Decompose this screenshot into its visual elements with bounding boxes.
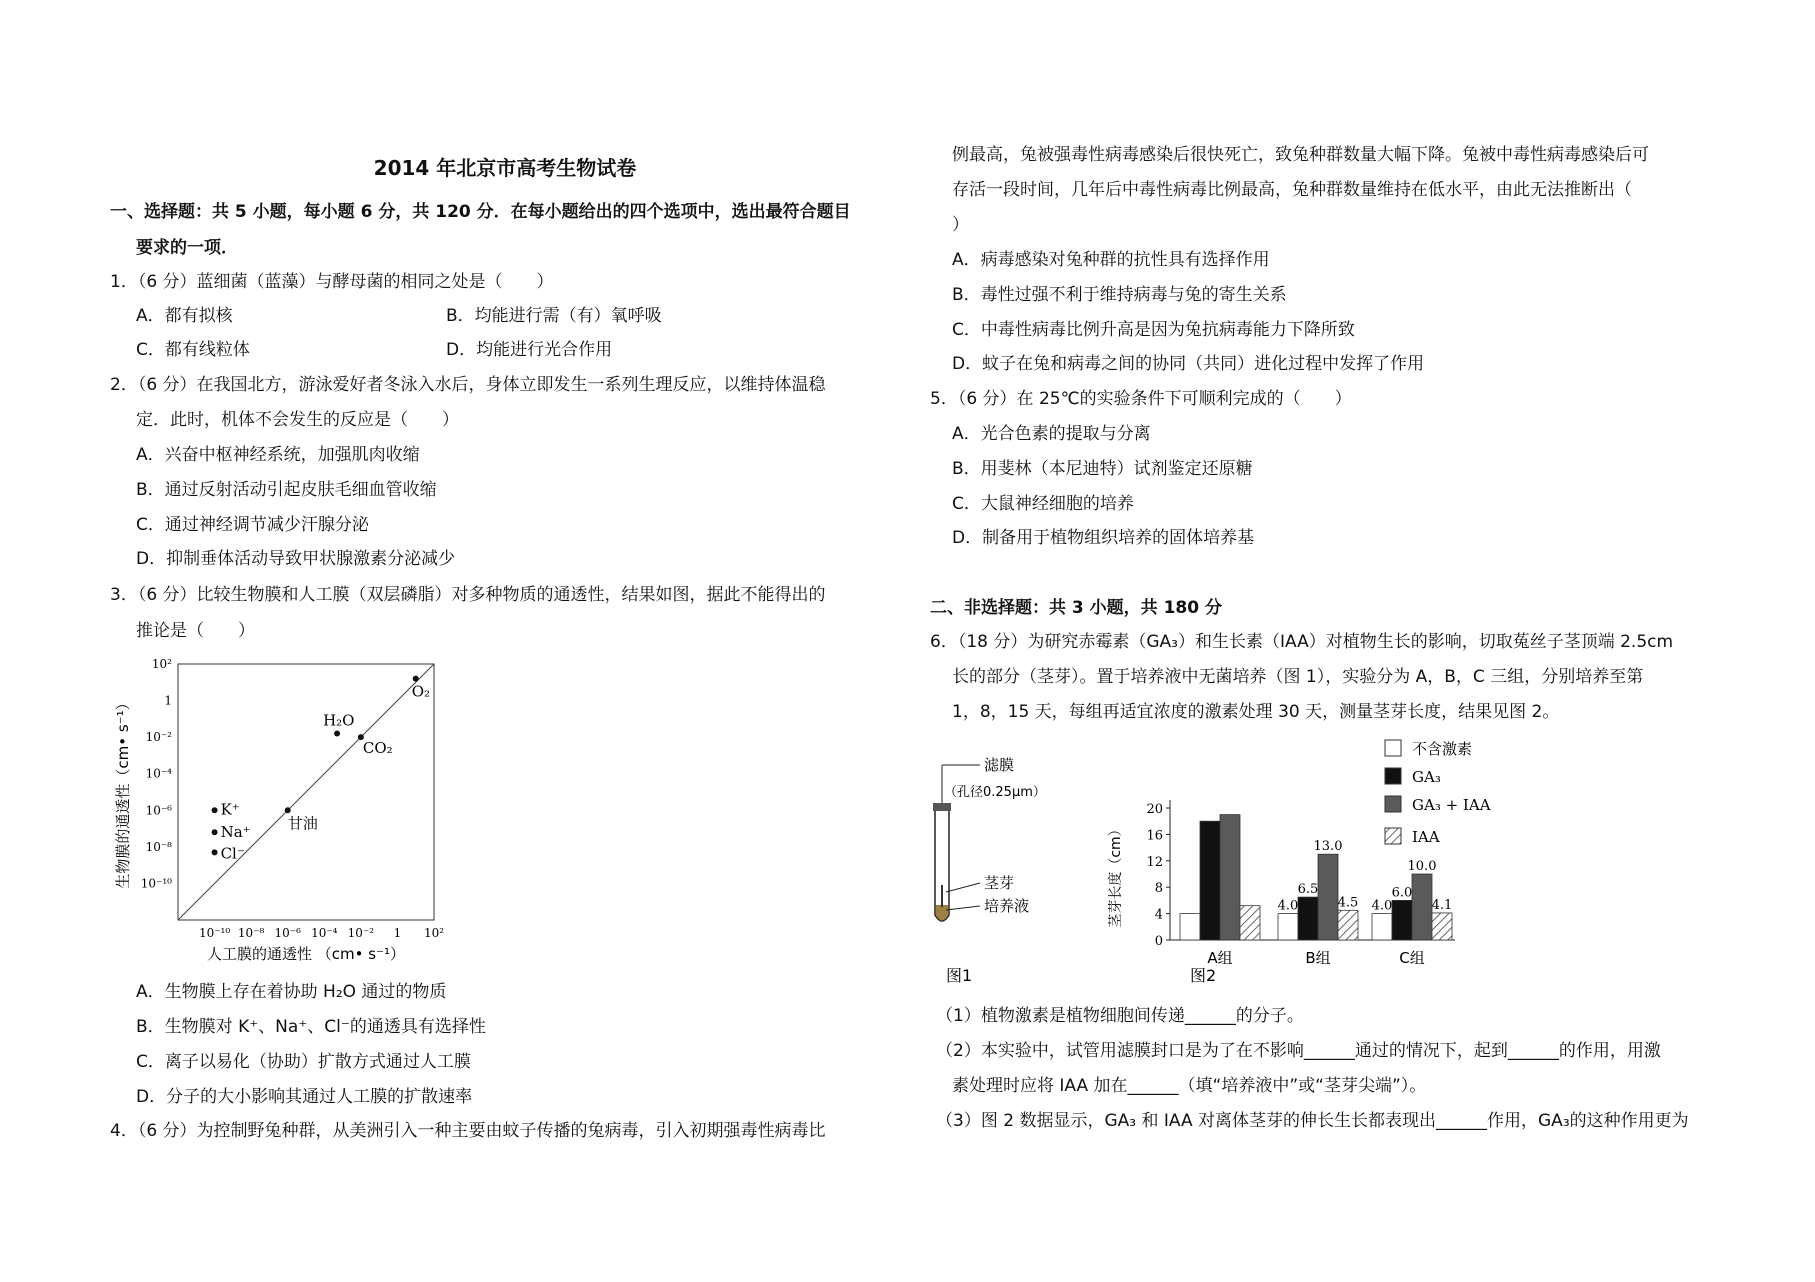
bar [1298, 897, 1318, 940]
bar [1338, 910, 1358, 940]
bar [1372, 914, 1392, 940]
bar-y-tick-label: 16 [1146, 828, 1163, 844]
bar-y-tick-label: 20 [1146, 802, 1163, 817]
bar-y-tick-label: 8 [1154, 881, 1163, 897]
legend-swatch [1385, 828, 1401, 844]
bar [1180, 914, 1200, 940]
bar-y-tick-label: 0 [1154, 934, 1163, 949]
scatter-x-tick-label: 1 [393, 926, 402, 940]
scatter-x-tick-label: 10² [423, 926, 445, 940]
legend-swatch [1385, 796, 1401, 812]
medium-label: 培养液 [984, 897, 1030, 915]
scatter-point [334, 730, 340, 736]
q6-stem-line2: 长的部分（茎芽）。置于培养液中无菌培养（图 1），实验分为 A，B，C 三组，分别培养至第 [952, 667, 1644, 687]
scatter-point [413, 676, 419, 682]
bud-pointer [946, 883, 980, 892]
filter-label: 滤膜 [984, 756, 1015, 774]
scatter-y-tick-label: 10⁻² [145, 730, 172, 745]
q6-stem-line3: 1，8，15 天，每组再适宜浓度的激素处理 30 天，测量茎芽长度，结果见图 2。 [952, 702, 1560, 722]
scatter-point-label: O₂ [411, 682, 431, 701]
medium-pointer [946, 906, 980, 910]
q6-stem-line1: 6．（18 分）为研究赤霉素（GA₃）和生长素（IAA）对植物生长的影响，切取菟丝子茎顶端 2.5cm [930, 632, 1674, 652]
scatter-point-label: H₂O [323, 711, 355, 730]
bud-label: 茎芽 [984, 874, 1015, 892]
bar-y-tick-label: 12 [1146, 854, 1163, 870]
bar-data-label: 6.5 [1297, 882, 1319, 898]
q1-option-c: C．都有线粒体 [136, 340, 250, 360]
scatter-x-tick-label: 10⁻⁴ [311, 926, 338, 940]
legend-label: 不含激素 [1412, 740, 1473, 758]
scatter-y-axis-label: 生物膜的通透性（cm• s⁻¹） [114, 695, 132, 889]
scatter-point [212, 807, 218, 813]
q4-stem-line3: 存活一段时间，几年后中毒性病毒比例最高，兔种群数量维持在低水平，由此无法推断出（ [952, 180, 1632, 200]
q6-part3: （3）图 2 数据显示，GA₃ 和 IAA 对离体茎芽的伸长生长都表现出______作用，GA₃的这种作用更为 [936, 1111, 1689, 1131]
bar [1200, 821, 1220, 940]
q3-stem-line1: 3．（6 分）比较生物膜和人工膜（双层磷脂）对多种物质的通透性，结果如图，据此不能得出的 [110, 585, 826, 605]
scatter-y-tick-label: 10⁻¹⁰ [140, 876, 172, 891]
bar [1318, 854, 1338, 940]
q5-option-c: C．大鼠神经细胞的培养 [952, 494, 1134, 514]
legend-swatch [1385, 740, 1401, 756]
bar-data-label: 10.0 [1407, 859, 1437, 874]
q4-stem-line4: ） [952, 215, 969, 235]
section1-heading-line2: 要求的一项． [136, 238, 238, 258]
legend-swatch [1385, 768, 1401, 784]
q4-option-a: A．病毒感染对兔种群的抗性具有选择作用 [952, 250, 1270, 270]
q4-option-c: C．中毒性病毒比例升高是因为兔抗病毒能力下降所致 [952, 320, 1355, 340]
scatter-point-label: Na⁺ [220, 823, 251, 842]
scatter-x-tick-label: 10⁻² [347, 926, 375, 940]
scatter-point [212, 849, 218, 855]
section2-heading: 二、非选择题：共 3 小题，共 180 分 [930, 598, 1222, 618]
q3-option-c: C．离子以易化（协助）扩散方式通过人工膜 [136, 1052, 471, 1072]
q5-option-b: B．用斐林（本尼迪特）试剂鉴定还原糖 [952, 459, 1253, 479]
bar [1240, 906, 1260, 940]
q4-stem-line2: 例最高，兔被强毒性病毒感染后很快死亡，致兔种群数量大幅下降。兔被中毒性病毒感染后可 [952, 145, 1649, 165]
stem-length-bar-chart [1080, 730, 1540, 990]
q5-stem: 5．（6 分）在 25℃的实验条件下可顺利完成的（ ） [930, 389, 1352, 409]
paper-title: 2014 年北京市高考生物试卷 [373, 156, 637, 180]
figure1-test-tube [930, 755, 1080, 985]
q2-stem-line1: 2．（6 分）在我国北方，游泳爱好者冬泳入水后，身体立即发生一系列生理反应，以维持体温稳 [110, 375, 826, 395]
scatter-point-label: Cl⁻ [220, 844, 245, 863]
q3-stem-line2: 推论是（ ） [136, 621, 255, 641]
legend-label: GA₃ [1412, 768, 1441, 786]
q1-option-a: A．都有拟核 [136, 306, 233, 326]
q6-part2-line2: 素处理时应将 IAA 加在______（填“培养液中”或“茎芽尖端”）。 [952, 1076, 1427, 1096]
q1-option-b: B．均能进行需（有）氧呼吸 [446, 306, 662, 326]
q2-option-c: C．通过神经调节减少汗腺分泌 [136, 515, 369, 535]
q5-option-a: A．光合色素的提取与分离 [952, 424, 1151, 444]
bar [1278, 914, 1298, 940]
scatter-point [212, 829, 218, 835]
bar-data-label: 4.5 [1337, 895, 1359, 911]
scatter-y-tick-label: 10⁻⁶ [145, 803, 172, 818]
scatter-point-label: 甘油 [287, 814, 318, 833]
q5-option-d: D．制备用于植物组织培养的固体培养基 [952, 528, 1255, 548]
scatter-point-label: CO₂ [362, 739, 393, 758]
q2-stem-line2: 定．此时，机体不会发生的反应是（ ） [136, 410, 459, 430]
section1-heading-line1: 一、选择题：共 5 小题，每小题 6 分，共 120 分．在每小题给出的四个选项中，选出最符合题目 [110, 202, 851, 222]
q6-part1: （1）植物激素是植物细胞间传递______的分子。 [936, 1006, 1304, 1026]
q3-option-d: D．分子的大小影响其通过人工膜的扩散速率 [136, 1087, 473, 1107]
scatter-x-tick-label: 10⁻¹⁰ [198, 926, 231, 940]
q2-option-d: D．抑制垂体活动导致甲状腺激素分泌减少 [136, 549, 456, 569]
figure2-caption: 图2 [1190, 966, 1217, 985]
q1-option-d: D．均能进行光合作用 [446, 340, 613, 360]
scatter-x-tick-label: 10⁻⁸ [237, 926, 265, 940]
bar [1220, 815, 1240, 940]
q2-option-a: A．兴奋中枢神经系统，加强肌肉收缩 [136, 445, 420, 465]
scatter-y-tick-label: 1 [164, 693, 172, 708]
scatter-x-tick-label: 10⁻⁶ [274, 926, 301, 940]
bar-data-label: 4.0 [1371, 898, 1393, 914]
bar-data-label: 4.1 [1431, 897, 1453, 913]
legend-label: IAA [1412, 828, 1440, 846]
scatter-y-tick-label: 10⁻⁴ [145, 766, 172, 781]
bar-category-label: B组 [1305, 949, 1331, 967]
q3-option-b: B．生物膜对 K⁺、Na⁺、Cl⁻的通透具有选择性 [136, 1017, 486, 1037]
bar-data-label: 4.0 [1277, 898, 1299, 914]
filter-membrane [933, 803, 951, 811]
scatter-point [285, 807, 291, 813]
bar-y-tick-label: 4 [1154, 907, 1163, 923]
scatter-y-tick-label: 10⁻⁸ [145, 839, 172, 854]
scatter-point-label: K⁺ [220, 800, 240, 819]
q6-part2-line1: （2）本实验中，试管用滤膜封口是为了在不影响______通过的情况下，起到______的作用，用激 [936, 1041, 1661, 1061]
q4-option-b: B．毒性过强不利于维持病毒与兔的寄生关系 [952, 285, 1287, 305]
bar [1412, 874, 1432, 940]
scatter-y-tick-label: 10² [151, 657, 172, 671]
figure1-caption: 图1 [946, 966, 973, 985]
q2-option-b: B．通过反射活动引起皮肤毛细血管收缩 [136, 480, 437, 500]
bar-y-axis-label: 茎芽长度（cm） [1108, 822, 1124, 928]
scatter-diagonal [178, 664, 434, 920]
bar [1392, 900, 1412, 940]
permeability-scatter-chart [110, 652, 470, 972]
bar [1432, 913, 1452, 940]
q4-stem-line1: 4．（6 分）为控制野兔种群，从美洲引入一种主要由蚊子传播的兔病毒，引入初期强毒性病毒比 [110, 1121, 826, 1141]
bar-category-label: A组 [1207, 949, 1233, 967]
bar-data-label: 13.0 [1313, 839, 1343, 855]
scatter-x-axis-label: 人工膜的通透性 （cm• s⁻¹） [207, 945, 405, 963]
legend-label: GA₃ + IAA [1412, 796, 1491, 814]
q3-option-a: A．生物膜上存在着协助 H₂O 通过的物质 [136, 982, 447, 1002]
q4-option-d: D．蚊子在兔和病毒之间的协同（共同）进化过程中发挥了作用 [952, 354, 1425, 374]
bar-data-label: 6.0 [1391, 885, 1413, 901]
pore-size-label: （孔径0.25μm） [944, 785, 1046, 800]
q1-stem: 1．（6 分）蓝细菌（蓝藻）与酵母菌的相同之处是（ ） [110, 272, 554, 292]
bar-category-label: C组 [1399, 949, 1425, 967]
